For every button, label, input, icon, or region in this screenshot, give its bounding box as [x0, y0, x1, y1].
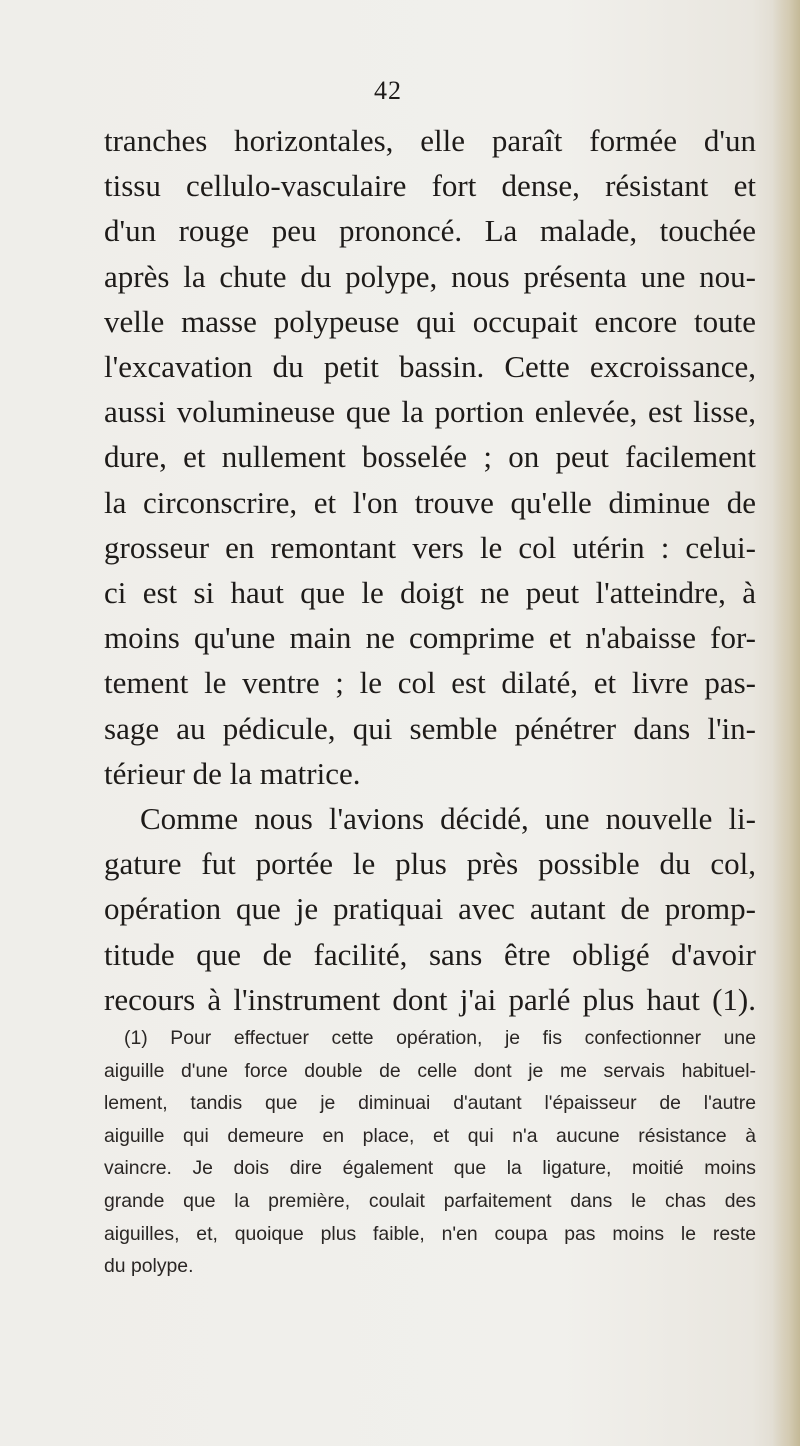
text-line: titude que de facilité, sans être obligé d'avoir — [104, 936, 756, 972]
footnote-line: lement, tandis que je diminuai d'autant l'épaisseur de l'autre — [104, 1092, 756, 1115]
text-line: grosseur en remontant vers le col utérin : celui- — [104, 529, 756, 565]
footnote — [104, 1022, 756, 1283]
text-line: ci est si haut que le doigt ne peut l'atteindre, à — [104, 575, 756, 611]
text-line: Comme nous l'avions décidé, une nouvelle li- — [140, 801, 756, 837]
text-line: la circonscrire, et l'on trouve qu'elle diminue de — [104, 484, 756, 520]
text-line: térieur de la matrice. — [104, 755, 361, 791]
text-line: gature fut portée le plus près possible du col, — [104, 846, 756, 882]
text-line: moins qu'une main ne comprime et n'abaisse for- — [104, 620, 756, 656]
text-line: tranches horizontales, elle paraît formée d'un — [104, 123, 756, 158]
text-line: tissu cellulo-vasculaire fort dense, résistant et — [104, 168, 756, 204]
text-line: aussi volumineuse que la portion enlevée, est lisse, — [104, 394, 756, 430]
footnote-line: (1) Pour effectuer cette opération, je fis confectionner une — [124, 1027, 756, 1049]
footnote-line: grande que la première, coulait parfaitement dans le chas des — [104, 1189, 756, 1212]
text-line: d'un rouge peu prononcé. La malade, touchée — [104, 213, 756, 249]
text-line: velle masse polypeuse qui occupait encore toute — [104, 303, 756, 339]
footnote-line: aiguilles, et, quoique plus faible, n'en coupa pas moins le reste — [104, 1222, 756, 1245]
text-line: opération que je pratiquai avec autant de promp- — [104, 891, 756, 927]
footnote-line: aiguille d'une force double de celle dont je me servais habituel- — [104, 1059, 756, 1082]
text-line: l'excavation du petit bassin. Cette excroissance, — [104, 349, 756, 385]
text-line: recours à l'instrument dont j'ai parlé plus haut (1). — [104, 981, 756, 1017]
page-number: 42 — [374, 76, 402, 105]
text-line: tement le ventre ; le col est dilaté, et livre pas- — [104, 665, 756, 701]
footnote-line: du polype. — [104, 1255, 194, 1278]
footnote-line: aiguille qui demeure en place, et qui n'a aucune résistance à — [104, 1124, 756, 1147]
text-line: dure, et nullement bosselée ; on peut facilement — [104, 439, 756, 475]
footnote-line: vaincre. Je dois dire également que la ligature, moitié moins — [104, 1157, 756, 1180]
page-edge-shadow — [772, 0, 800, 1446]
text-line: après la chute du polype, nous présenta une nou- — [104, 258, 756, 294]
text-line: sage au pédicule, qui semble pénétrer dans l'in- — [104, 710, 756, 746]
main-text — [104, 118, 756, 1022]
